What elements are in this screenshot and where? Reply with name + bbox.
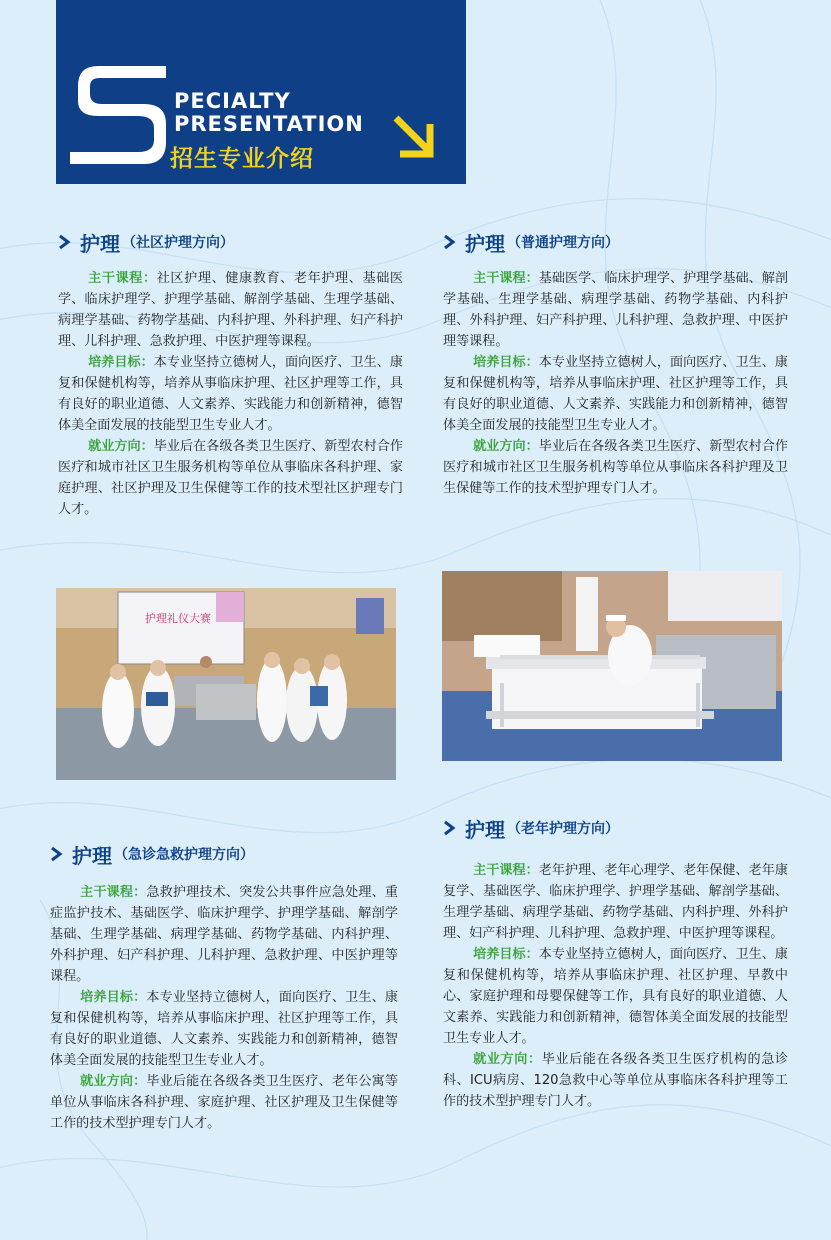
career-paragraph [58, 436, 403, 520]
section-general-nursing [443, 228, 788, 499]
courses-paragraph [58, 268, 403, 352]
career-label: 就业方向： [473, 1052, 542, 1067]
career-paragraph [50, 1071, 398, 1134]
chevron-right-icon [58, 234, 72, 250]
courses-label: 主干课程： [80, 885, 147, 900]
career-text: 毕业后能在各级各类卫生医疗机构的急诊科、ICU病房、120急救中心等单位从事临床各科护理等工作的技术型护理专门人才。 [443, 1052, 789, 1109]
chevron-right-icon [443, 234, 457, 250]
section-subtitle: （老年护理方向） [507, 821, 619, 837]
career-text: 毕业后能在各级各类卫生医疗、老年公寓等单位从事临床各科护理、家庭护理、社区护理及卫生保健等工作的技术型护理专门人才。 [50, 1074, 399, 1131]
courses-paragraph [443, 268, 788, 352]
courses-text: 急救护理技术、突发公共事件应急处理、重症监护技术、基础医学、临床护理学、护理学基础、解剖学基础、生理学基础、病理学基础、药物学基础、内科护理、外科护理、妇产科护理、儿科护理、急救护理、中医护理等课程。 [50, 885, 399, 984]
section-title [58, 228, 403, 256]
courses-paragraph [50, 882, 398, 987]
goal-label: 培养目标： [473, 947, 539, 962]
section-main-title: 护理 [465, 817, 505, 842]
goal-text: 本专业坚持立德树人，面向医疗、卫生、康复和保健机构等，培养从事临床护理、社区护理等工作，具有良好的职业道德、人文素养、实践能力和创新精神，德智体美全面发展的技能型卫生专业人才。 [58, 355, 404, 433]
goal-paragraph [58, 352, 403, 436]
goal-label: 培养目标： [88, 355, 154, 370]
title-en-line1: PECIALTY [174, 89, 291, 113]
career-text: 毕业后在各级各类卫生医疗、新型农村合作医疗和城市社区卫生服务机构等单位从事临床各科护理、家庭护理、社区护理及卫生保健等工作的技术型社区护理专门人才。 [58, 439, 404, 517]
section-main-title: 护理 [80, 231, 120, 256]
courses-label: 主干课程： [473, 863, 539, 878]
goal-paragraph [50, 987, 398, 1071]
career-paragraph [443, 1049, 788, 1112]
section-title [443, 814, 788, 842]
goal-label: 培养目标： [80, 990, 147, 1005]
courses-text: 基础医学、临床护理学、护理学基础、解剖学基础、生理学基础、病理学基础、药物学基础、内科护理、外科护理、妇产科护理、儿科护理、急救护理、中医护理等课程。 [443, 271, 789, 349]
photo-bed-practice [442, 571, 782, 761]
courses-text: 社区护理、健康教育、老年护理、基础医学、临床护理学、护理学基础、解剖学基础、生理学基础、病理学基础、药物学基础、内科护理、外科护理、妇产科护理、儿科护理、急救护理、中医护理等课程。 [58, 271, 404, 349]
title-cn: 招生专业介绍 [170, 146, 314, 172]
career-paragraph [443, 436, 788, 499]
goal-text: 本专业坚持立德树人，面向医疗、卫生、康复和保健机构等，培养从事临床护理、社区护理等工作，具有良好的职业道德、人文素养、实践能力和创新精神，德智体美全面发展的技能型卫生专业人才。 [443, 355, 789, 433]
courses-label: 主干课程： [473, 271, 539, 286]
goal-paragraph [443, 352, 788, 436]
section-emergency-nursing [50, 840, 398, 1134]
section-elderly-nursing [443, 814, 788, 1112]
section-title [443, 228, 788, 256]
chevron-right-icon [443, 820, 457, 836]
section-title [50, 840, 398, 868]
goal-paragraph [443, 944, 788, 1049]
big-s-logo [68, 56, 168, 166]
goal-text: 本专业坚持立德树人，面向医疗、卫生、康复和保健机构等，培养从事临床护理、社区护理、早教中心、家庭护理和母婴保健等工作，具有良好的职业道德、人文素养、实践能力和创新精神，德智体美全面发展的技能型卫生专业人才。 [443, 947, 789, 1046]
career-label: 就业方向： [88, 439, 154, 454]
goal-text: 本专业坚持立德树人，面向医疗、卫生、康复和保健机构等，培养从事临床护理、社区护理等工作，具有良好的职业道德、人文素养、实践能力和创新精神，德智体美全面发展的技能型卫生专业人才。 [50, 990, 399, 1068]
section-subtitle: （普通护理方向） [507, 235, 619, 251]
title-en-line2: PRESENTATION [174, 112, 364, 136]
photo-bed-practice-image [442, 571, 782, 761]
photo-etiquette-contest-image [56, 588, 396, 780]
chevron-right-icon [50, 846, 64, 862]
career-label: 就业方向： [473, 439, 539, 454]
section-subtitle: （急诊急救护理方向） [114, 847, 254, 863]
section-main-title: 护理 [72, 843, 112, 868]
courses-label: 主干课程： [88, 271, 157, 286]
header-banner [56, 0, 466, 184]
career-text: 毕业后在各级各类卫生医疗、新型农村合作医疗和城市社区卫生服务机构等单位从事临床各科护理及卫生保健等工作的技术型护理专门人才。 [443, 439, 789, 496]
career-label: 就业方向： [80, 1074, 147, 1089]
courses-text: 老年护理、老年心理学、老年保健、老年康复学、基础医学、临床护理学、护理学基础、解剖学基础、生理学基础、病理学基础、药物学基础、内科护理、外科护理、妇产科护理、儿科护理、急救护理、中医护理等课程。 [443, 863, 789, 941]
photo-etiquette-contest [56, 588, 396, 780]
section-main-title: 护理 [465, 231, 505, 256]
section-subtitle: （社区护理方向） [122, 235, 234, 251]
screen-text: 护理礼仪大赛 [145, 612, 211, 625]
diagonal-arrow-icon [392, 110, 450, 168]
section-community-nursing [58, 228, 403, 520]
courses-paragraph [443, 860, 788, 944]
goal-label: 培养目标： [473, 355, 539, 370]
